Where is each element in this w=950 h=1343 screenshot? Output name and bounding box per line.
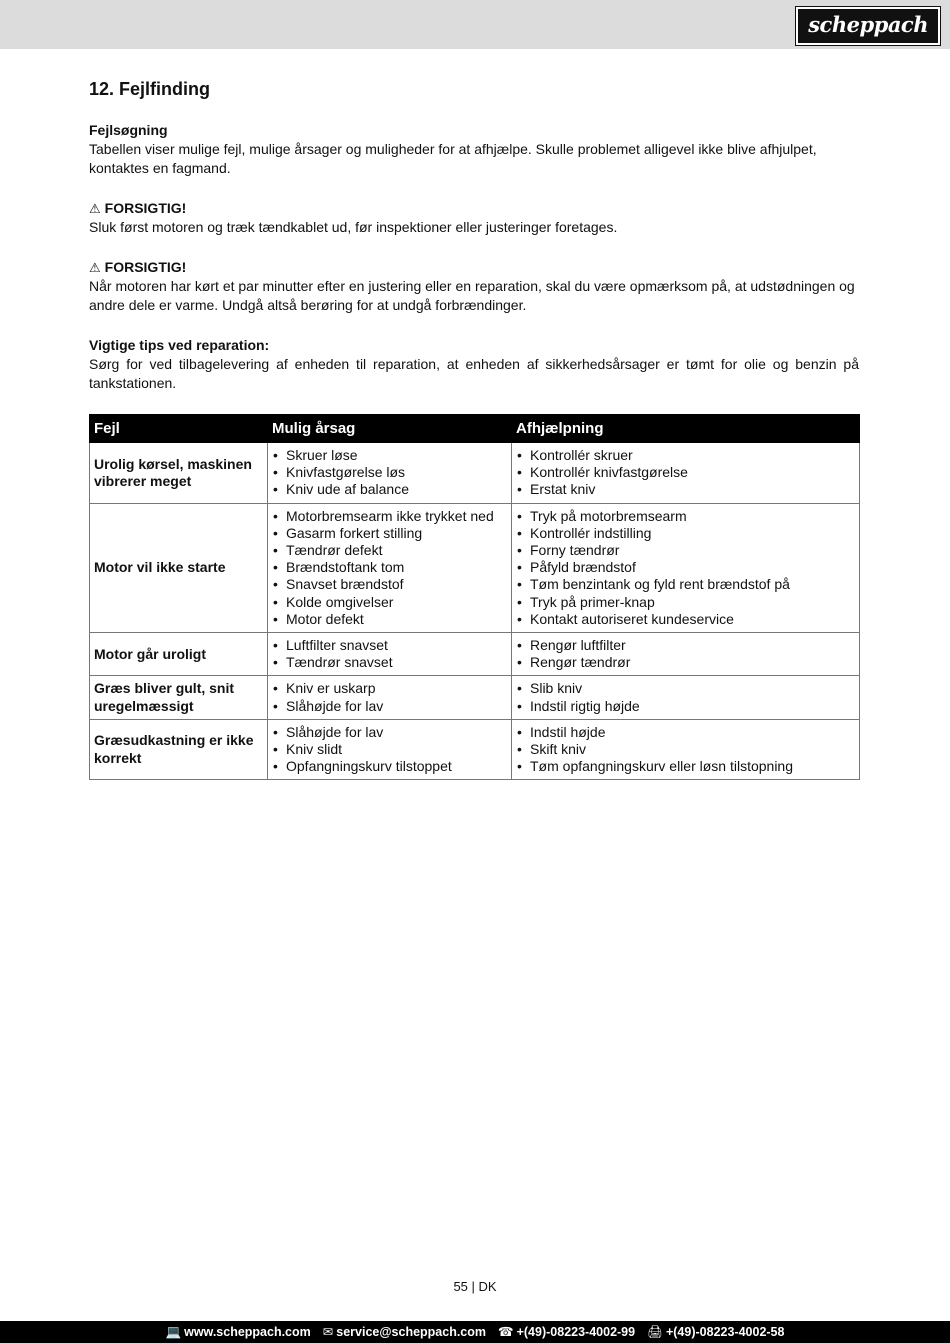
remedy-item: • Kontrollér knivfastgørelse <box>516 464 855 481</box>
table-header-row <box>90 415 860 443</box>
cause-item: • Tændrør snavset <box>272 654 507 671</box>
footer-fax <box>647 1321 784 1343</box>
remedy-item: • Indstil rigtig højde <box>516 698 855 715</box>
caution-label: FORSIGTIG! <box>104 200 187 216</box>
warning-triangle-icon: ⚠ <box>89 260 101 275</box>
cause-item: • Opfangningskurv tilstoppet <box>272 758 507 775</box>
phone-icon: ☎ <box>498 1325 514 1339</box>
remedy-cell <box>512 676 860 719</box>
fault-cell: Motor går uroligt <box>90 633 268 676</box>
cause-item: • Luftfilter snavset <box>272 637 507 654</box>
table-row <box>90 719 860 780</box>
envelope-icon: ✉ <box>322 1325 334 1339</box>
section-title: 12. Fejlfinding <box>89 79 211 99</box>
remedy-item: • Skift kniv <box>516 741 855 758</box>
fax-text: +(49)-08223-4002-58 <box>665 1325 785 1339</box>
cause-cell-list <box>272 724 507 776</box>
caution-block-1 <box>89 199 859 237</box>
cause-cell <box>268 633 512 676</box>
column-header-remedy: Afhjælpning <box>512 415 860 443</box>
caution-text: Når motoren har kørt et par minutter efter en justering eller en reparation, skal du være opmærksom på, at udstødningen og andre dele er varme. Undgå altså berøring for at undgå forbrændinger. <box>89 278 855 313</box>
remedy-cell-list <box>516 680 855 714</box>
scheppach-logo: scheppach <box>796 7 940 45</box>
remedy-item: • Rengør luftfilter <box>516 637 855 654</box>
cause-item: • Kolde omgivelser <box>272 594 507 611</box>
remedy-cell <box>512 719 860 780</box>
column-header-cause: Mulig årsag <box>268 415 512 443</box>
troubleshooting-section <box>89 121 859 178</box>
warning-triangle-icon: ⚠ <box>89 201 101 216</box>
cause-item: • Knivfastgørelse løs <box>272 464 507 481</box>
caution-block-2 <box>89 258 859 315</box>
remedy-cell-list <box>516 508 855 628</box>
remedy-item: • Tryk på motorbremsearm <box>516 508 855 525</box>
fax-icon: 🖨 <box>647 1325 663 1339</box>
website-text: www.scheppach.com <box>184 1325 311 1339</box>
cause-item: • Kniv ude af balance <box>272 481 507 498</box>
footer-email <box>323 1321 486 1343</box>
caution-text: Sluk først motoren og træk tændkablet ud, før inspektioner eller justeringer foretages. <box>89 219 618 235</box>
cause-cell <box>268 503 512 632</box>
table-row <box>90 443 860 504</box>
footer-phone <box>498 1321 635 1343</box>
remedy-item: • Kontrollér skruer <box>516 447 855 464</box>
cause-cell <box>268 676 512 719</box>
cause-cell-list <box>272 508 507 628</box>
footer-bar <box>0 1321 950 1343</box>
cause-item: • Gasarm forkert stilling <box>272 525 507 542</box>
remedy-item: • Kontakt autoriseret kundeservice <box>516 611 855 628</box>
remedy-cell <box>512 633 860 676</box>
main-content <box>89 78 859 780</box>
laptop-icon: 💻 <box>165 1325 182 1339</box>
cause-item: • Motorbremsearm ikke trykket ned <box>272 508 507 525</box>
cause-cell <box>268 443 512 504</box>
remedy-item: • Rengør tændrør <box>516 654 855 671</box>
remedy-cell-list <box>516 447 855 499</box>
fault-cell: Græsudkastning er ikke korrekt <box>90 719 268 780</box>
column-header-fault: Fejl <box>90 415 268 443</box>
remedy-item: • Forny tændrør <box>516 542 855 559</box>
cause-cell <box>268 719 512 780</box>
cause-item: • Skruer løse <box>272 447 507 464</box>
cause-item: • Kniv slidt <box>272 741 507 758</box>
cause-item: • Slåhøjde for lav <box>272 724 507 741</box>
repair-tips-text: Sørg for ved tilbagelevering af enheden til reparation, at enheden af sikkerhedsårsager er tømt for olie og benzin på tankstationen. <box>89 356 859 391</box>
phone-text: +(49)-08223-4002-99 <box>516 1325 636 1339</box>
cause-cell-list <box>272 680 507 714</box>
caution-label: FORSIGTIG! <box>104 259 187 275</box>
remedy-item: • Tryk på primer-knap <box>516 594 855 611</box>
fault-cell: Græs bliver gult, snit uregelmæssigt <box>90 676 268 719</box>
fault-cell: Motor vil ikke starte <box>90 503 268 632</box>
cause-item: • Brændstoftank tom <box>272 559 507 576</box>
remedy-cell <box>512 443 860 504</box>
table-body <box>90 443 860 780</box>
troubleshooting-heading: Fejlsøgning <box>89 122 168 138</box>
remedy-item: • Tøm opfangningskurv eller løsn tilstopning <box>516 758 855 775</box>
repair-tips-heading: Vigtige tips ved reparation: <box>89 337 270 353</box>
table-row <box>90 633 860 676</box>
remedy-item: • Kontrollér indstilling <box>516 525 855 542</box>
fault-cell: Urolig kørsel, maskinen vibrerer meget <box>90 443 268 504</box>
cause-cell-list <box>272 637 507 671</box>
cause-item: • Snavset brændstof <box>272 576 507 593</box>
remedy-item: • Tøm benzintank og fyld rent brændstof på <box>516 576 855 593</box>
page-number: 55 | DK <box>453 1279 497 1294</box>
troubleshooting-table <box>89 414 860 780</box>
remedy-cell <box>512 503 860 632</box>
troubleshooting-text: Tabellen viser mulige fejl, mulige årsager og muligheder for at afhjælpe. Skulle problemet alligevel ikke blive afhjulpet, kontaktes en fagmand. <box>89 141 817 176</box>
remedy-item: • Slib kniv <box>516 680 855 697</box>
cause-item: • Kniv er uskarp <box>272 680 507 697</box>
cause-item: • Slåhøjde for lav <box>272 698 507 715</box>
remedy-cell-list <box>516 637 855 671</box>
header-bar <box>0 0 950 49</box>
cause-cell-list <box>272 447 507 499</box>
footer-website <box>166 1321 311 1343</box>
remedy-cell-list <box>516 724 855 776</box>
remedy-item: • Påfyld brændstof <box>516 559 855 576</box>
repair-tips-section <box>89 336 859 393</box>
table-row <box>90 676 860 719</box>
table-row <box>90 503 860 632</box>
remedy-item: • Indstil højde <box>516 724 855 741</box>
cause-item: • Tændrør defekt <box>272 542 507 559</box>
cause-item: • Motor defekt <box>272 611 507 628</box>
email-text: service@scheppach.com <box>336 1325 487 1339</box>
remedy-item: • Erstat kniv <box>516 481 855 498</box>
